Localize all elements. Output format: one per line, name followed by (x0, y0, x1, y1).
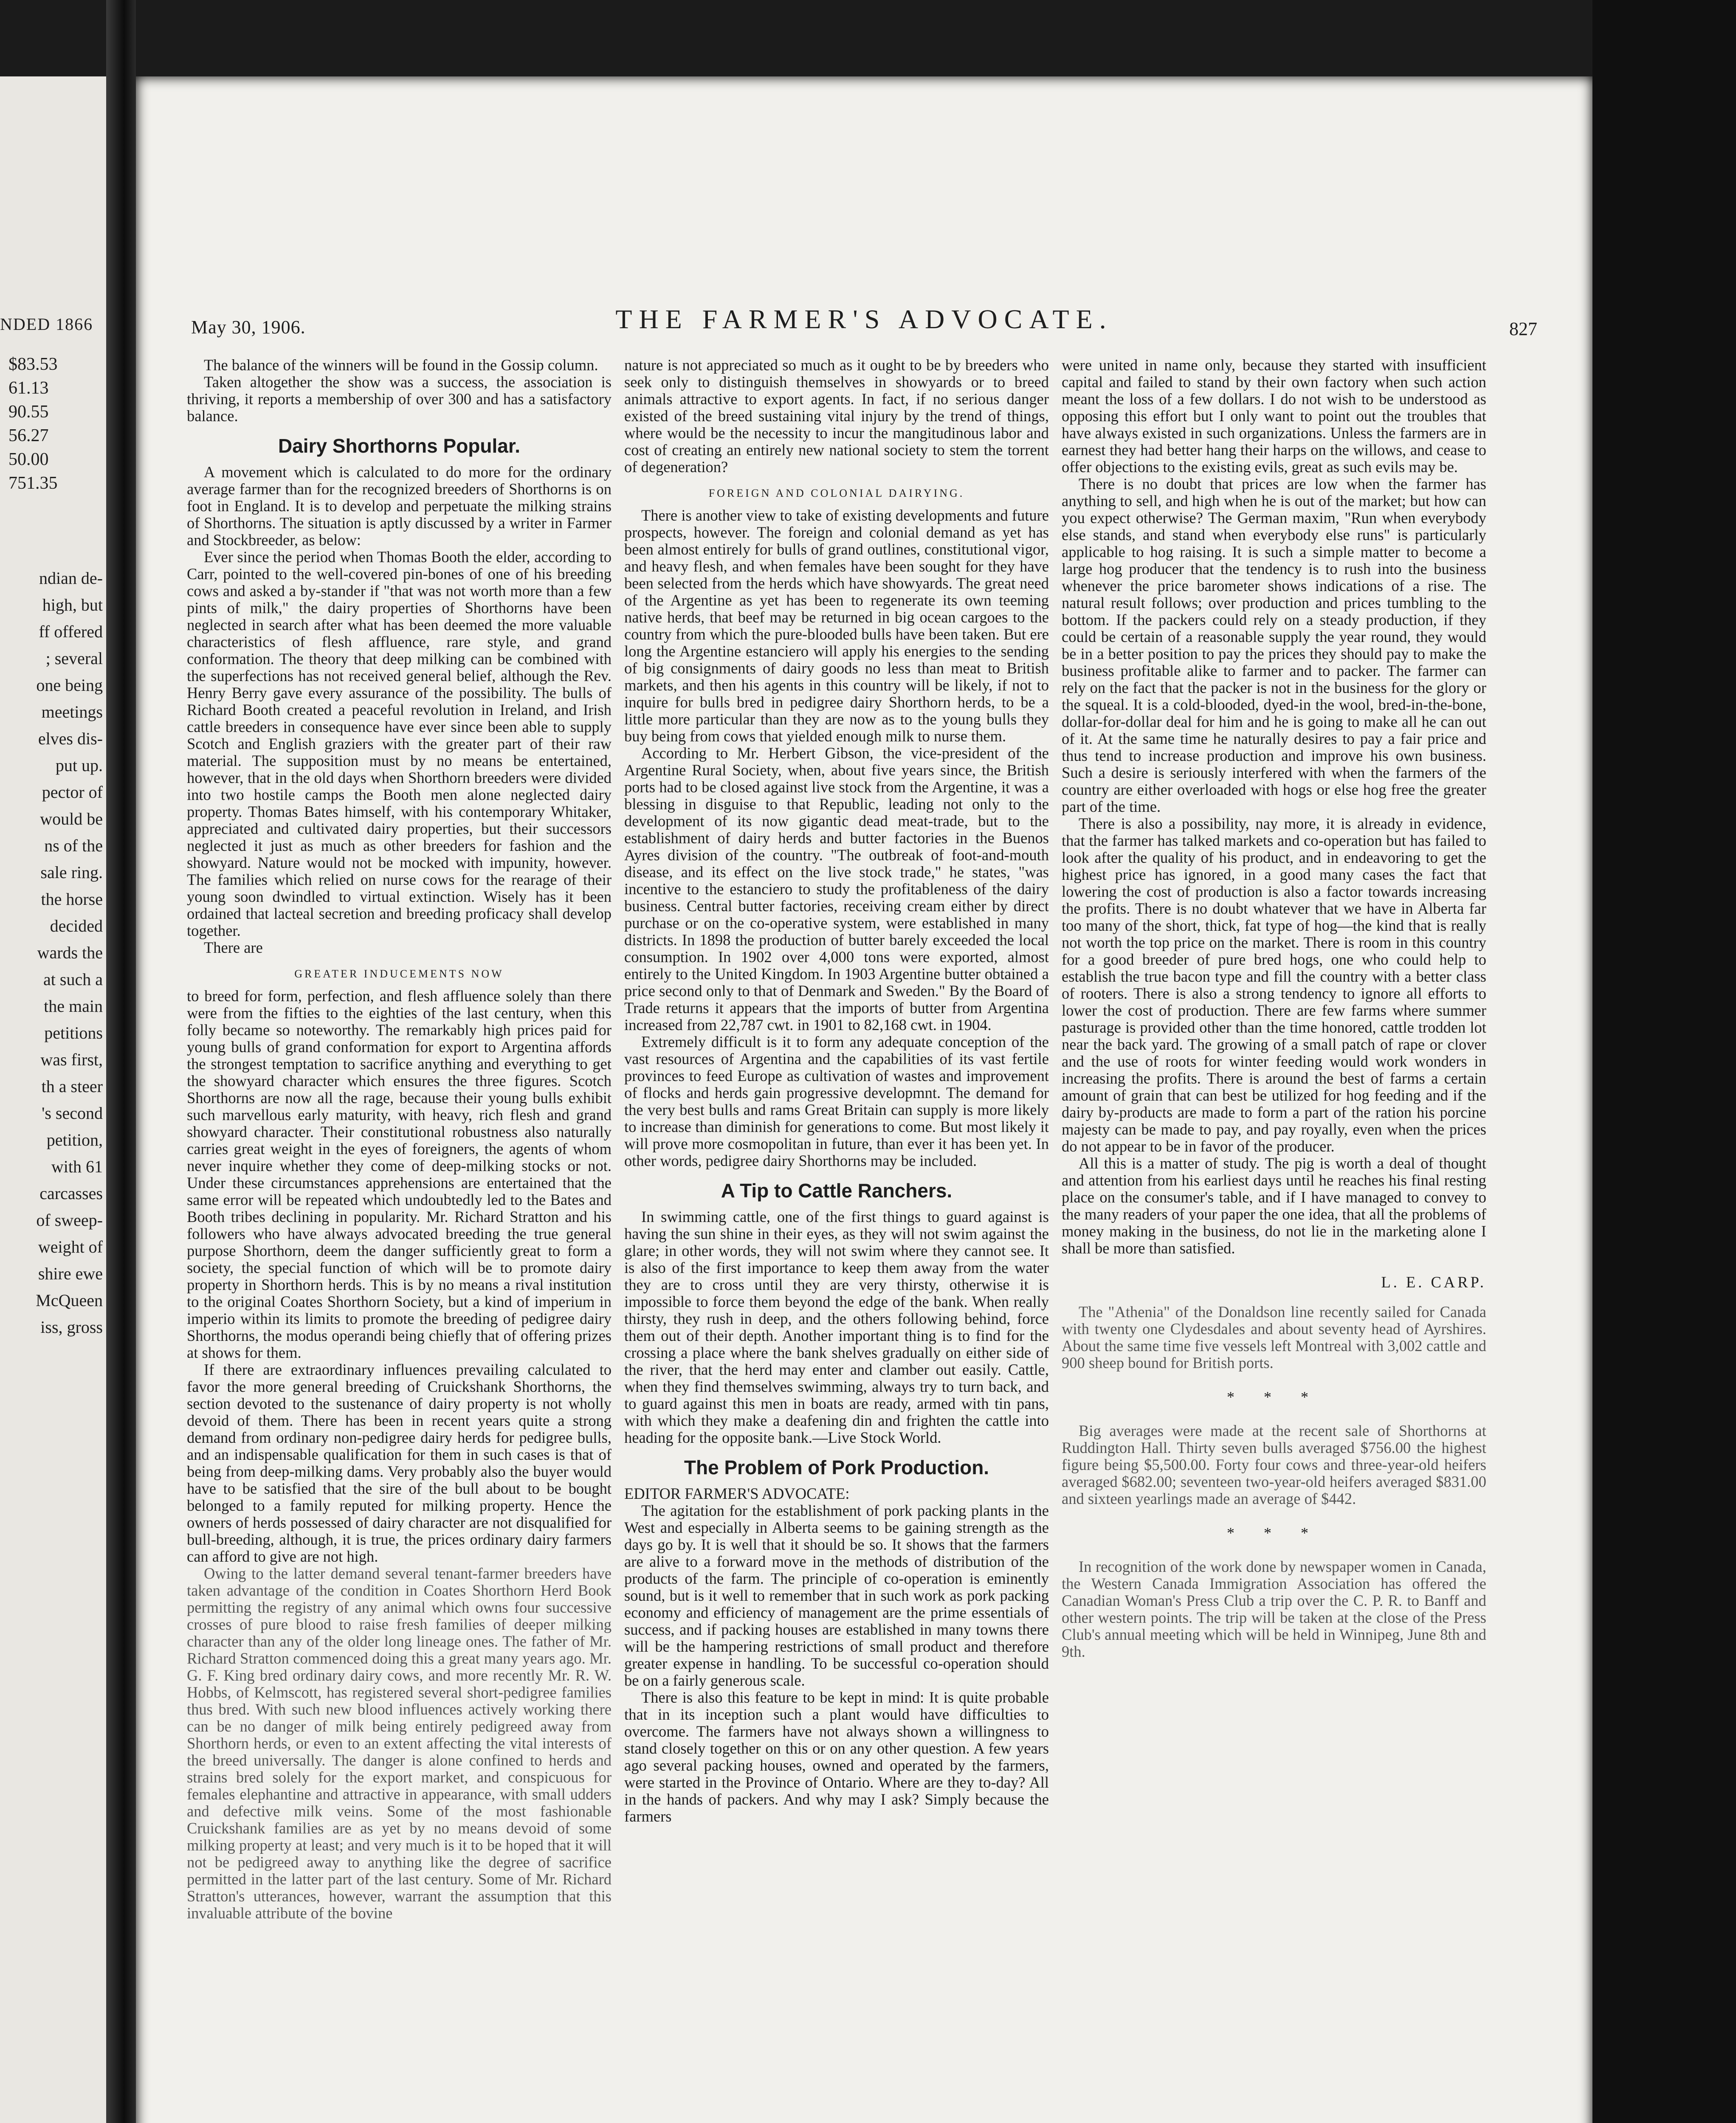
scan-border (1592, 0, 1736, 2123)
paragraph: There is also this feature to be kept in mind: It is quite probable that in its inception such a plant would have difficulties to overcome. The farmers have not always shown a willingness to stand closely together on this or on any other question. A few years ago several packing houses, owned and operated by the farmers, were started in the Province of Ontario. Where are they to-day? All in the hands of packers. And why may I ask? Simply because the farmers (624, 1689, 1049, 1825)
paragraph: Extremely difficult is it to form any adequate conception of the vast resources of Argentina and the capabilities of its vast fertile provinces to feed Europe as cultivation of wastes and improvement of flocks and herds gain progressive developmnt. The demand for the very best bulls and rams Great Britain can supply is more likely to increase than diminish for generations to come. But most likely it will prove more cosmopolitan in future, than ever it has been yet. In other words, pedigree dairy Shorthorns may be included. (624, 1033, 1049, 1169)
previous-page-number: 50.00 (8, 450, 49, 469)
previous-page-line: elves dis- (38, 729, 103, 748)
previous-page-line: shire ewe (38, 1264, 103, 1283)
paragraph: The "Athenia" of the Donaldson line recently sailed for Canada with twenty one Clydesdales and about seventy head of Ayrshires. About the same time five vessels left Montreal with 3,002 cattle and 900 sheep bound for British ports. (1062, 1303, 1486, 1371)
previous-page-numbers (8, 352, 58, 495)
binding-gutter (106, 0, 136, 2123)
previous-page-line: ; several (45, 649, 103, 668)
previous-page-line: high, but (42, 595, 103, 614)
previous-page-line: sale ring. (40, 863, 103, 882)
subheading-foreign-colonial: FOREIGN AND COLONIAL DAIRYING. (708, 487, 965, 499)
paragraph: were united in name only, because they started with insufficient capital and failed to stand by their own factory when such action meant the loss of a few dollars. I do not wish to be understood as opposing this effort but I only want to point out the troubles that have always existed in such organizations. Unless the farmers are in earnest they had better hang their harps on the willows, and cease to offer objections to the existing evils, great as such evils may be. (1062, 357, 1486, 476)
previous-page-line: the horse (41, 890, 103, 909)
paragraph: There is also a possibility, nay more, it is already in evidence, that the farmer has talked markets and co-operation but has failed to look after the quality of his product, and in endeavoring to get the highest price has ignored, in a good many cases the fact that lowering the cost of production is also a factor towards increasing the profits. There is no doubt whatever that we have in Alberta far too many of the short, thick, fat type of hog—the kind that is really not worth the top price on the market. There is room in this country for a good breeder of pure bred hogs, one who could help to establish the true bacon type and fill the country with a better class of rooters. There is also a strong tendency to ignore all efforts to lower the cost of production. There are few farms where summer pasturage is provided other than the time honored, cattle trodden lot near the back yard. The growing of a small patch of rape or clover and the use of roots for winter feeding would work wonders in increasing the profits. There is around the best of farms a certain amount of grain that can best be utilized for hog feeding and if the dairy by-products are made to form a part of the ration his porcine majesty can be made to pay, and pay royally, even when the prices do not appear to be in favor of the producer. (1062, 815, 1486, 1155)
previous-page-line: wards the (37, 943, 103, 962)
previous-page-number: $83.53 (8, 355, 58, 374)
previous-page-line: would be (40, 809, 103, 828)
previous-page-number: 61.13 (8, 378, 49, 398)
issue-date: May 30, 1906. (191, 317, 306, 338)
previous-page-number: 751.35 (8, 473, 58, 493)
page-number: 827 (1509, 318, 1537, 339)
previous-page-line: meetings (41, 702, 103, 721)
column-2 (624, 357, 1049, 2123)
paragraph: There is another view to take of existing developments and future prospects, however. The foreign and colonial demand as yet has been almost entirely for bulls of grand outlines, constitutional vigor, and heavy flesh, and when females have been sought for they have been selected from the herds which have showyards. The great need of the Argentine as yet has been to regenerate its own teeming native herds, that beef may be returned in big ocean cargoes to the country from which the pure-blooded bulls have been taken. But ere long the Argentine estanciero will apply his energies to the sending of big consignments of dairy goods no less than meat to British markets, and then his agents in this country will be likely, if not to inquire for bulls bred in pedigree dairy Shorthorn herds, to be a little more particular than they are now as to the young bulls they buy being from cows that yielded enough milk to nurse them. (624, 507, 1049, 745)
previous-page-line: put up. (55, 756, 103, 775)
previous-page-line: petitions (44, 1023, 103, 1042)
article-heading-dairy-shorthorns: Dairy Shorthorns Popular. (278, 435, 520, 457)
section-separator: * * * (1227, 1388, 1321, 1405)
previous-page-line: at such a (43, 970, 103, 989)
column-3 (1062, 357, 1486, 2123)
subheading-greater-inducements: GREATER INDUCEMENTS NOW (294, 968, 504, 980)
paragraph: According to Mr. Herbert Gibson, the vice-president of the Argentine Rural Society, when, about five years since, the British ports had to be closed against live stock from the Argentine, it was a blessing in disguise to that Republic, leading not only to the development of its now gigantic dead meat-trade, but to the establishment of dairy herds and butter factories in the Buenos Ayres division of the country. "The outbreak of foot-and-mouth disease, and its effect on the live stock trade," he states, "was incentive to the estanciero to study the profitableness of the dairy business. Central butter factories, receiving cream either by direct purchase or on the co-operative system, were established in many districts. In 1898 the production of butter barely exceeded the local consumption. In 1902 over 4,000 tons were exported, almost entirely to the United Kingdom. In 1903 Argentine butter obtained a price second only to that of Denmark and Sweden." By the Board of Trade returns it appears that the imports of butter from Argentina increased from 22,787 cwt. in 1901 to 82,168 cwt. in 1904. (624, 744, 1049, 1033)
previous-page-line: one being (36, 676, 103, 695)
previous-page-line: the main (44, 997, 103, 1016)
paragraph: The balance of the winners will be found in the Gossip column. (204, 357, 598, 374)
author-signature: L. E. CARP. (1381, 1273, 1486, 1291)
paragraph: There is no doubt that prices are low when the farmer has anything to sell, and high when he is out of the market; but how can you expect otherwise? The German maxim, "Run when everybody else stands, and stand when everybody else runs" is particularly applicable to hog raising. It is such a simple matter to become a large hog producer that the tendency is to rush into the business whenever the price barometer shows indications of a rise. The natural result follows; over production and prices tumbling to the bottom. If the packers could rely on a steady production, if they could be certain of a reasonable supply the year round, they would be in a better position to pay the prices they should pay to make the business profitable alike to farmer and to packer. The farmer can rely on the fact that the packer is not in the business for the glory or the squeal. It is a cold-blooded, dyed-in the wool, bred-in-the-bone, dollar-for-dollar deal for him and he is going to make all he can out of it. At the same time he naturally desires to pay a fair price and thus tend to increase production and improve his own business. Such a desire is seriously interfered with when the farmers of the country are either overloaded with hogs or else hog free the greater part of the time. (1062, 475, 1486, 815)
paragraph: A movement which is calculated to do more for the ordinary average farmer than for the recognized breeders of Shorthorns is on foot in England. It is to develop and perpetuate the milking strains of Shorthorns. The situation is aptly discussed by a writer in Farmer and Stockbreeder, as below: (187, 463, 612, 549)
paragraph: In swimming cattle, one of the first things to guard against is having the sun shine in their eyes, as they will not swim against the glare; in other words, they will not swim where they cannot see. It is also of the first importance to keep them away from the water they are to cross until they are very thirsty, otherwise it is impossible to force them beyond the edge of the bank. When really thirsty, they rush in deep, and the others following behind, force them out of their depth. Another important thing is to find for the crossing a place where the bank shelves gradually on either side of the river, that the herd may enter and clamber out easily. Cattle, when they find themselves swimming, always try to turn back, and to guard against this men in boats are ready, armed with tin pans, with which they make a deafening din and frighten the cattle into heading for the opposite bank.—Live Stock World. (624, 1208, 1049, 1446)
paragraph: Taken altogether the show was a success, the association is thriving, it reports a membership of over 300 and has a satisfactory balance. (187, 373, 612, 425)
previous-page-line: pector of (42, 783, 103, 802)
paragraph: to breed for form, perfection, and flesh affluence solely than there were from the fifties to the eighties of the last century, when this folly became so noteworthy. The remarkably high prices paid for young bulls of grand conformation for export to Argentina affords the strongest temptation to sacrifice anything and everything to get the showyard character which ensures the three figures. Scotch Shorthorns are now all the rage, because their young bulls exhibit such marvellous early maturity, with heavy, rich flesh and grand showyard character. Their constitutional robustness also naturally carries great weight in the eyes of foreigners, the agents of whom never inquire whether they come of deep-milking stocks or not. Under these circumstances apprehensions are entertained that the same error will be repeated which undoubtedly led to the Bates and Booth tribes declining in popularity. Mr. Richard Stratton and his followers who have always advocated breeding the true general purpose Shorthorn, deem the danger sufficiently great to form a society, the special function of which will be to promote dairy property in Shorthorn herds. This is by no means a rival institution to the original Coates Shorthorn Society, but a kind of imperium in imperio within its limits to promote the breeding of pedigree dairy Shorthorns, the modus operandi being chiefly that of offering prizes at shows for them. (187, 987, 612, 1361)
running-header (191, 304, 1537, 342)
paragraph: nature is not appreciated so much as it ought to be by breeders who seek only to distinguish themselves in showyards or to breed animals attractive to export agents. In fact, if no serious danger existed of the breed sustaining vital injury by the trend of things, where would be the necessity to incur the mangitudinous labor and cost of creating an entirely new national society to stem the torrent of degeneration? (624, 357, 1049, 476)
newspaper-page (136, 76, 1592, 2123)
previous-page-line: ndian de- (39, 569, 103, 588)
previous-page-text (36, 565, 103, 1340)
article-heading-cattle-ranchers: A Tip to Cattle Ranchers. (721, 1180, 953, 1202)
editor-salutation: EDITOR FARMER'S ADVOCATE: (624, 1485, 850, 1502)
previous-page-line: McQueen (36, 1291, 103, 1310)
publication-title: THE FARMER'S ADVOCATE. (615, 304, 1113, 334)
article-heading-pork-production: The Problem of Pork Production. (684, 1456, 989, 1478)
previous-page-line: iss, gross (40, 1318, 103, 1337)
column-1 (187, 357, 612, 2123)
paragraph: The agitation for the establishment of pork packing plants in the West and especially in Alberta seems to be gaining strength as the days go by. It is well that it should be so. It shows that the farmers are alive to a forward move in the methods of distribution of the products of the farm. The principle of co-operation is eminently sound, but is it well to remember that in such work as pork packing economy and efficiency of management are the prime essentials of success, and if packing houses are established in many towns there will be the hampering restrictions of small product and therefore greater expense in handling. To be successful co-operation should be on a fairly generous scale. (624, 1502, 1049, 1689)
previous-page-line: of sweep- (36, 1211, 103, 1230)
previous-page-fragment (0, 76, 106, 2123)
previous-page-line: was first, (40, 1050, 103, 1069)
paragraph: In recognition of the work done by newspaper women in Canada, the Western Canada Immigration Association has offered the Canadian Woman's Press Club a trip over the C. P. R. to Banff and other western points. The trip will be taken at the close of the Press Club's annual meeting which will be held in Winnipeg, June 8th and 9th. (1062, 1558, 1486, 1660)
previous-page-line: th a steer (41, 1077, 103, 1096)
paragraph: There are (204, 939, 263, 956)
section-separator: * * * (1227, 1524, 1321, 1541)
previous-page-line: ff offered (39, 622, 103, 641)
paragraph: All this is a matter of study. The pig is worth a deal of thought and attention from his earliest days until he reaches his final resting place on the consumer's table, and if I have managed to convey to the many readers of your paper the one idea, that all the problems of money making in the business, do not lie in the marketing alone I shall be more than satisfied. (1062, 1154, 1486, 1257)
previous-page-number: 56.27 (8, 426, 49, 445)
previous-page-line: with 61 (51, 1157, 103, 1176)
previous-page-number: 90.55 (8, 402, 49, 422)
previous-page-line: carcasses (39, 1184, 103, 1203)
previous-page-line: 's second (42, 1104, 103, 1123)
previous-page-line: weight of (38, 1237, 103, 1256)
previous-page-line: decided (50, 916, 103, 935)
paragraph: Ever since the period when Thomas Booth the elder, according to Carr, pointed to the well-covered pin-bones of one of his breeding cows and asked a by-stander if "that was not worth more than a few pints of milk," the dairy properties of Shorthorns have been neglected in search after what has been deemed the more valuable characteristics of flesh affluence, rare style, and grand conformation. The theory that deep milking can be combined with the superfections has not received general belief, although the Rev. Henry Berry gave every assurance of the possibility. The bulls of Richard Booth created a peaceful revolution in Ireland, and Irish cattle breeders in consequence have ever since been able to supply Scotch and English graziers with the greater part of their raw material. The supposition must by no means be entertained, however, that in the old days when Shorthorn breeders were divided into two hostile camps the Booth men alone neglected dairy property. Thomas Bates himself, with his contemporary Whitaker, appreciated and cultivated dairy properties, but their successors neglected it just as much as other breeders for fashion and the showyard. Nature would not be mocked with impunity, however. The families which relied on nurse cows for the rearage of their young soon dwindled to virtual extinction. Wisely has it been ordained that lacteal secretion and breeding proficacy shall develop together. (187, 548, 612, 939)
previous-page-line: ns of the (44, 836, 103, 855)
previous-page-header: NDED 1866 (0, 315, 93, 334)
paragraph: Owing to the latter demand several tenant-farmer breeders have taken advantage of the condition in Coates Shorthorn Herd Book permitting the registry of any animal which owns four successive crosses of pure blood to raise fresh families of deeper milking character than any of the older long lineage ones. The father of Mr. Richard Stratton commenced doing this a great many years ago. Mr. G. F. King bred ordinary dairy cows, and more recently Mr. R. W. Hobbs, of Kelmscott, has registered several short-pedigree families thus bred. With such new blood influences actively working there can be no danger of milk being entirely pedigreed away from Shorthorn herds, or even to an extent affecting the vital interests of the breed universally. The danger is alone confined to herds and strains bred solely for the export market, and conspicuous for females elephantine and attractive in appearance, with small udders and defective milk veins. Some of the most fashionable Cruickshank families are as yet by no means devoid of some milking property at least; and very much is it to be hoped that it will not be pedigreed away to anything like the degree of sacrifice permitted in the latter part of the last century. Some of Mr. Richard Stratton's utterances, however, warrant the assumption that this invaluable attribute of the bovine (187, 1565, 612, 1922)
previous-page-line: petition, (46, 1130, 103, 1149)
paragraph: Big averages were made at the recent sale of Shorthorns at Ruddington Hall. Thirty seven bulls averaged $756.00 the highest figure being $5,500.00. Forty four cows and three-year-old heifers averaged $682.00; seventeen two-year-old heifers averaged $831.00 and sixteen yearlings made an average of $442. (1062, 1422, 1486, 1507)
paragraph: If there are extraordinary influences prevailing calculated to favor the more general breeding of Cruickshank Shorthorns, the section devoted to the sustenance of dairy property is not wholly devoid of them. There has been in recent years quite a strong demand from ordinary non-pedigree dairy herds for pedigree bulls, and an indispensable qualification for them in such cases is that of being from deep-milking dams. Very probably also the buyer would have to be satisfied that the sire of the bull about to be bought belonged to a family reputed for milking property. Hence the owners of herds possessed of dairy character are not disqualified for bull-breeding, although, it is true, the prices ordinary dairy farmers can afford to give are not high. (187, 1361, 612, 1565)
